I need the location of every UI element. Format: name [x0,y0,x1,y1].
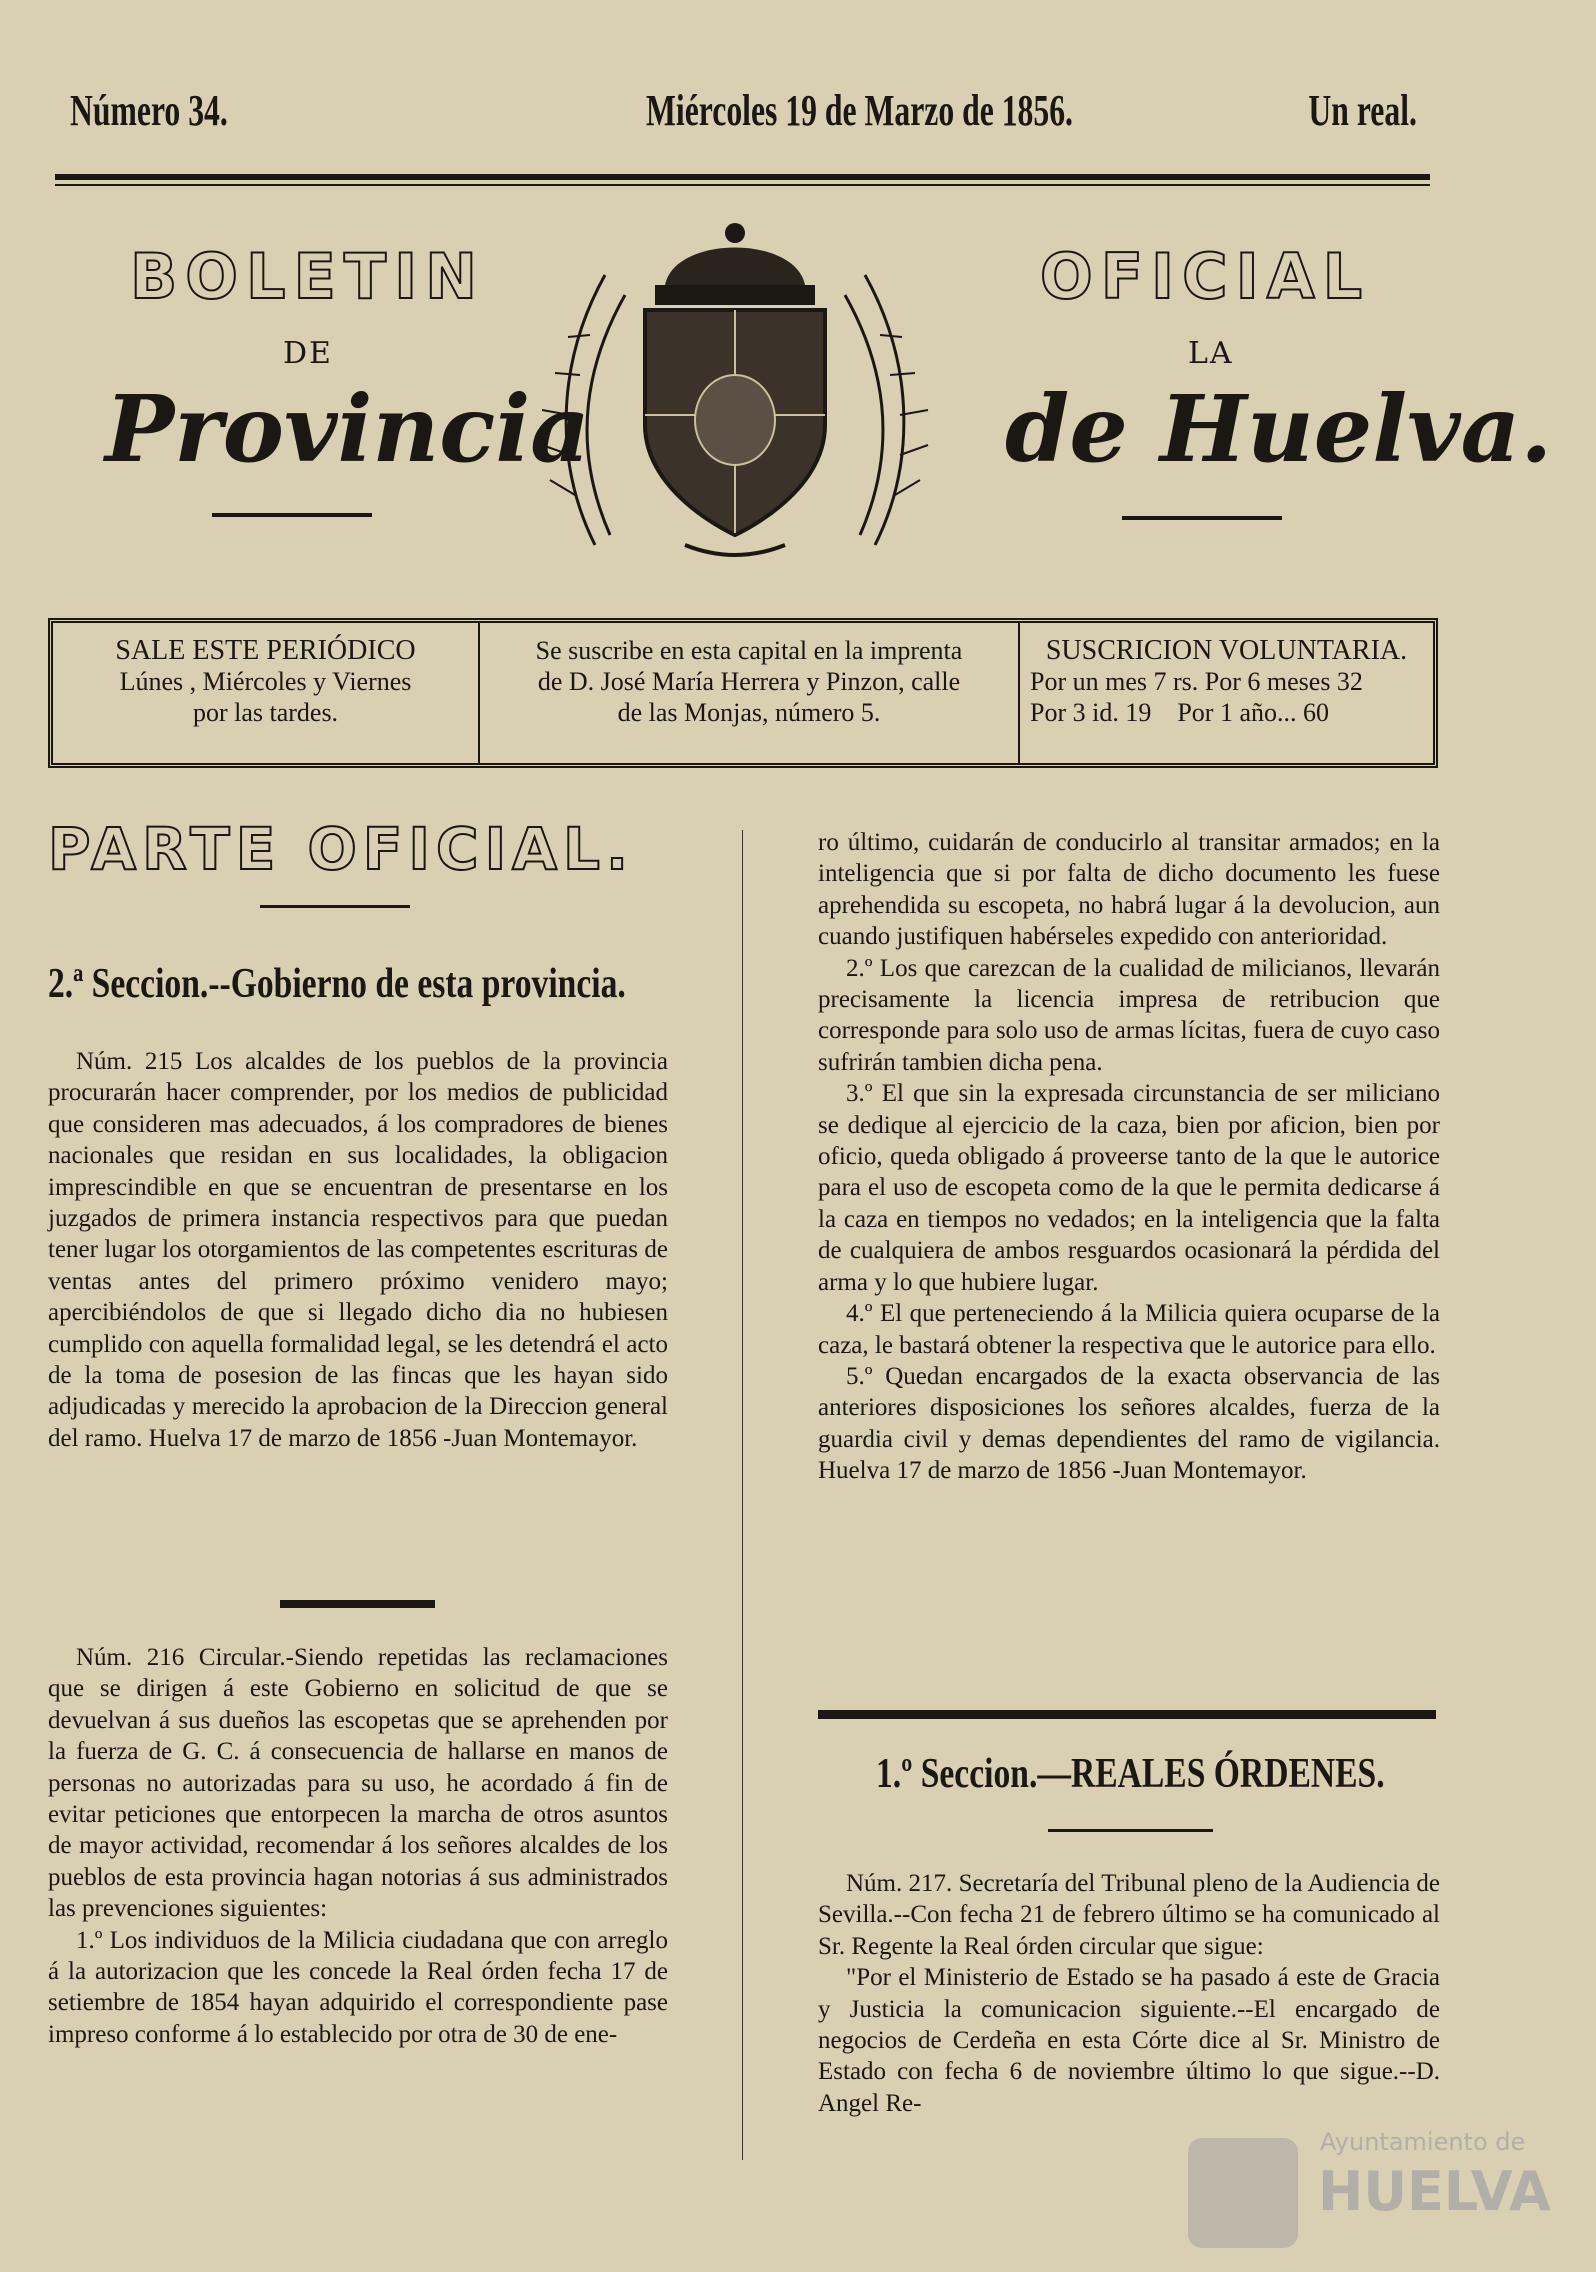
notice-216-item-2: 2.º Los que carezcan de la cualidad de milicianos, llevarán precisamente la licencia impresa de retribucion que corresponde para solo uso de armas lícitas, fuera de cuyo caso sufrirán tambien dicha pena. [818,954,1440,1076]
publication-schedule: SALE ESTE PERIÓDICO Lúnes , Miércoles y Viernes por las tardes. [115,635,416,727]
header-rule [55,174,1430,180]
notice-216-item-3: 3.º El que sin la expresada circunstancia de ser miliciano se dedique al ejercicio de la caza, bien por aficion, bien por oficio, queda obligado á proveerse tanto de la que le autorice para el uso de escopeta como de la que le permita dedicarse á la caza en tiempos no vedados; en la inteligencia que la falta de cualquiera de ambos resguardos ocasionará la pérdida del arma y lo que hubiere lugar. [818,1080,1440,1296]
column-divider [742,830,743,2160]
ornament-parte [260,905,410,908]
masthead-huelva: de Huelva. [1005,375,1553,483]
left-column [48,1046,668,1454]
masthead-provincia: Provincia [105,375,590,483]
ornament-section-1 [1048,1829,1213,1832]
watermark-text-1: Ayuntamiento de [1320,2128,1526,2156]
section-1-heading: 1.º Seccion.—REALES ÓRDENES. [876,1751,1385,1797]
right-column [818,827,1440,1487]
separator-bar [280,1600,435,1608]
issue-price: Un real. [1308,86,1417,135]
notice-217-quote: "Por el Ministerio de Estado se ha pasado á este de Gracia y Justicia la comunicacion siguiente.--El encargado de negocios de Cerdeña en esta Córte dice al Sr. Ministro de Estado con fecha 6 de noviembre último lo que sigue.--D. Angel Re- [818,1964,1440,2117]
notice-216-item-4: 4.º El que perteneciendo á la Milicia quiera ocuparse de la caza, le bastará obtener la respectiva que le autorice para ello. [818,1300,1440,1359]
watermark-text-2: HUELVA [1318,2160,1551,2223]
coat-of-arms-icon [535,215,935,565]
masthead-oficial: OFICIAL [1040,240,1371,313]
subscription-box [48,618,1438,768]
section-2-heading: 2.ª Seccion.--Gobierno de esta provincia. [48,961,626,1007]
subscription-prices: SUSCRICION VOLUNTARIA. Por un mes 7 rs. Por 6 meses 32 Por 3 id. 19 Por 1 año... 60 [1018,623,1423,763]
ornament-right [1122,516,1282,520]
notice-215: Núm. 215 Los alcaldes de los pueblos de la provincia procurarán hacer comprender, por los medios de publicidad que consideren mas adecuados, á los compradores de bienes nacionales que residan en sus localidades, la obligacion imprescindible en que se encuentran de presentarse en los juzgados de primera instancia respectivos para que puedan tener lugar los otorgamientos de las competentes escrituras de ventas antes del primero próximo venidero mayo; apercibiéndolos de que si llegado dicho dia no hubiesen cumplido con aquella formalidad legal, se les detendrá el acto de la toma de posesion de las fincas que les hayan sido adjudicadas y merecido la aprobacion de la Direccion general del ramo. Huelva 17 de marzo de 1856 -Juan Montemayor. [48,1048,668,1452]
left-column-2 [48,1642,668,2050]
parte-oficial-title: PARTE OFICIAL. [48,815,635,883]
right-column-2 [818,1868,1440,2119]
subscription-address: Se suscribe en esta capital en la imprenta de D. José María Herrera y Pinzon, calle de las Monjas, número 5. [478,623,1018,763]
ornament-left [212,513,372,517]
issue-number: Número 34. [70,86,228,135]
watermark-logo-icon [1188,2138,1298,2248]
notice-216: Núm. 216 Circular.-Siendo repetidas las reclamaciones que se dirigen á este Gobierno en solicitud de que se devuelvan á sus dueños las escopetas que se aprehenden por la fuerza de G. C. á consecuencia de hallarse en manos de personas no autorizadas para su uso, he acordado á fin de evitar peticiones que entorpecen la marcha de otros asuntos de mayor actividad, recomendar á los señores alcaldes de los pueblos de esta provincia hagan notorias á sus administrados las prevenciones siguientes: [48,1644,668,1923]
notice-217: Núm. 217. Secretaría del Tribunal pleno de la Audiencia de Sevilla.--Con fecha 21 de febrero último se ha comunicado al Sr. Regente la Real órden circular que sigue: [818,1870,1440,1960]
section-separator [818,1710,1436,1719]
masthead-boletin: BOLETIN [130,240,486,313]
header-rule-thin [55,184,1430,186]
notice-216-cont: ro último, cuidarán de conducirlo al transitar armados; en la inteligencia que si por falta de dicho documento les fuese aprehendida su escopeta, no habrá lugar á la devolucion, aun cuando justifiquen habérseles expedido con anterioridad. [818,829,1440,951]
masthead-de: DE [283,336,333,371]
header-bar [70,85,1417,145]
notice-216-item-1: 1.º Los individuos de la Milicia ciudadana que con arreglo á la autorizacion que les concede la Real órden fecha 17 de setiembre de 1854 hayan adquirido el correspondiente pase impreso conforme á lo establecido por otra de 30 de ene- [48,1926,668,2048]
notice-216-item-5: 5.º Quedan encargados de la exacta observancia de las anteriores disposiciones los señores alcaldes, fuerza de la guardia civil y demas dependientes del ramo de vigilancia. Huelva 17 de marzo de 1856 -Juan Montemayor. [818,1362,1440,1485]
issue-date: Miércoles 19 de Marzo de 1856. [646,86,1073,135]
masthead-la: LA [1188,336,1234,371]
